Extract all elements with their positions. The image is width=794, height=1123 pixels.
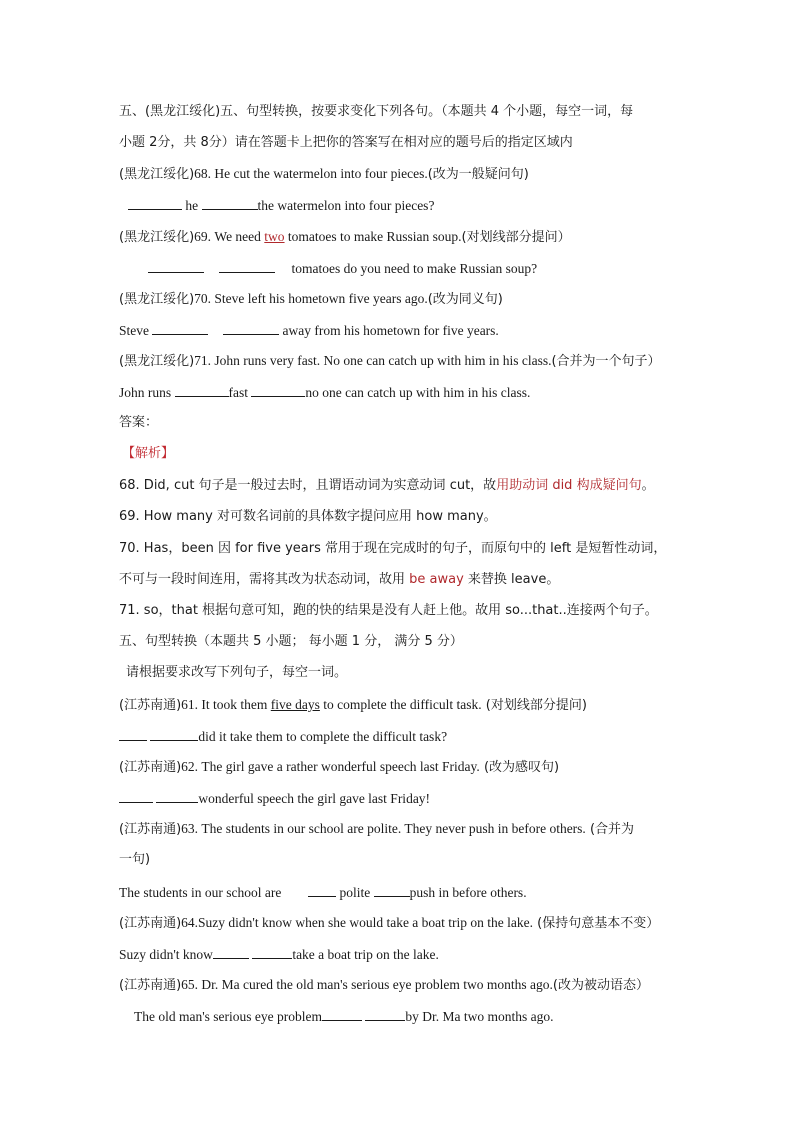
answer-text: no one can catch up with him in his class. (305, 385, 531, 400)
question-requirement: (合并为一个句子） (551, 354, 661, 369)
answer-text: did it take them to complete the difficult task? (198, 729, 448, 744)
answer-text: The students in our school are (119, 885, 282, 900)
answer-text: The old man's serious eye problem (134, 1009, 323, 1024)
answer-text: take a boat trip on the lake. (292, 947, 439, 962)
answer-line-71 (119, 383, 530, 402)
question-text-pre: 69. We need (194, 229, 265, 244)
question-61 (119, 696, 587, 715)
question-source: (江苏南通) (119, 916, 182, 931)
question-requirement: (改为被动语态） (552, 978, 649, 993)
answer-text: wonderful speech the girl gave last Friday! (198, 791, 431, 806)
question-text: 71. John runs very fast. No one can catch up with him in his class. (194, 353, 552, 368)
answer-blank[interactable] (365, 1007, 405, 1021)
question-source: (黑龙江绥化) (119, 292, 195, 307)
explanation-text: 来替换 leave。 (463, 572, 560, 587)
answer-line-69 (148, 259, 537, 278)
explanation-text: 不可与一段时间连用，需将其改为状态动词，故用 (119, 572, 410, 587)
underlined-phrase: five days (270, 697, 320, 712)
section-heading-1-cont: 小题 2分，共 8分）请在答题卡上把你的答案写在相对应的题号后的指定区域内 (119, 135, 573, 150)
answer-text: John runs (119, 385, 172, 400)
section-heading-1: 五、(黑龙江绥化)五、句型转换，按要求变化下列各句。（本题共 4 个小题，每空一词，每 (119, 104, 634, 119)
question-70 (119, 290, 503, 309)
question-requirement: (对划线部分提问) (481, 698, 587, 713)
explanation-highlight: be away (409, 572, 464, 587)
answer-blank[interactable] (156, 789, 198, 803)
question-source: (江苏南通) (119, 698, 182, 713)
question-requirement: (改为同义句) (427, 292, 503, 307)
question-text: 63. The students in our school are polite. They never push in before others. (181, 821, 586, 836)
answer-blank[interactable] (119, 727, 147, 741)
explanation-highlight: 用助动词 did 构成疑问句 (496, 478, 642, 493)
answer-text: fast (228, 385, 249, 400)
answer-blank[interactable] (175, 383, 229, 397)
answer-text: by Dr. Ma two months ago. (405, 1009, 554, 1024)
underlined-word: two (264, 229, 285, 244)
answer-text: Steve (119, 323, 149, 338)
answer-blank[interactable] (308, 883, 336, 897)
answer-text: away from his hometown for five years. (282, 323, 499, 338)
answer-blank[interactable] (128, 196, 182, 210)
question-text-post: to complete the difficult task. (319, 697, 482, 712)
answer-line-65 (134, 1007, 554, 1026)
answer-line-64 (119, 945, 439, 964)
question-requirement: (保持句意基本不变） (533, 916, 660, 931)
question-text: 70. Steve left his hometown five years ago. (194, 291, 428, 306)
answer-blank[interactable] (251, 383, 305, 397)
answer-blank[interactable] (150, 727, 198, 741)
question-requirement: (合并为 (585, 822, 635, 837)
answer-line-68 (128, 196, 434, 215)
question-requirement: (改为一般疑问句) (427, 167, 529, 182)
answer-text: Suzy didn't know (119, 947, 213, 962)
answer-line-70 (119, 321, 499, 340)
answer-text: the watermelon into four pieces? (257, 198, 435, 213)
answer-line-63 (119, 883, 527, 902)
question-69 (119, 228, 571, 247)
question-requirement: (改为感叹句) (479, 760, 560, 775)
answer-text: tomatoes do you need to make Russian soup? (291, 261, 538, 276)
explanation-71: 71. so，that 根据句意可知，跑的快的结果是没有人赶上他。故用 so...that..连接两个句子。 (119, 603, 658, 618)
question-source: (黑龙江绥化) (119, 167, 195, 182)
answer-blank[interactable] (148, 259, 204, 273)
answer-blank[interactable] (252, 945, 292, 959)
question-65 (119, 976, 649, 995)
question-text: 64.Suzy didn't know when she would take a boat trip on the lake. (181, 915, 534, 930)
question-source: (江苏南通) (119, 978, 182, 993)
question-source: (黑龙江绥化) (119, 354, 195, 369)
answer-line-61 (119, 727, 447, 746)
explanation-text: 。 (641, 478, 655, 493)
question-71 (119, 352, 661, 371)
question-63 (119, 820, 634, 839)
question-text: 62. The girl gave a rather wonderful speech last Friday. (181, 759, 480, 774)
answer-text: he (185, 198, 199, 213)
answer-text: polite (339, 885, 371, 900)
explanation-68 (119, 477, 655, 495)
answer-line-62 (119, 789, 430, 808)
question-requirement: (对划线部分提问） (461, 230, 571, 245)
answer-blank[interactable] (223, 321, 279, 335)
explanation-text: 68. Did, cut 句子是一般过去时，且谓语动词为实意动词 cut，故 (119, 478, 497, 493)
question-source: (黑龙江绥化) (119, 230, 195, 245)
explanation-69: 69. How many 对可数名词前的具体数字提问应用 how many。 (119, 509, 497, 524)
answer-text: push in before others. (409, 885, 527, 900)
answer-blank[interactable] (322, 1007, 362, 1021)
question-source: (江苏南通) (119, 822, 182, 837)
question-source: (江苏南通) (119, 760, 182, 775)
answer-blank[interactable] (202, 196, 258, 210)
question-64 (119, 914, 659, 933)
explanation-70-cont (119, 571, 559, 589)
explanation-70: 70. Has，been 因 for five years 常用于现在完成时的句子，而原句中的 left 是短暂性动词， (119, 541, 667, 556)
answer-blank[interactable] (374, 883, 410, 897)
answer-blank[interactable] (219, 259, 275, 273)
answer-blank[interactable] (213, 945, 249, 959)
answer-blank[interactable] (152, 321, 208, 335)
answer-label: 答案： (119, 415, 159, 430)
question-63-req-cont: 一句) (119, 852, 151, 867)
answer-blank[interactable] (119, 789, 153, 803)
section-instruction-2: 请根据要求改写下列句子，每空一词。 (126, 665, 348, 680)
question-62 (119, 758, 559, 777)
section-heading-2: 五、句型转换（本题共 5 小题； 每小题 1 分， 满分 5 分） (119, 634, 463, 649)
question-68 (119, 165, 529, 184)
analysis-label: 【解析】 (122, 446, 175, 461)
question-text: 65. Dr. Ma cured the old man's serious eye problem two months ago. (181, 977, 553, 992)
question-text: 68. He cut the watermelon into four pieces. (194, 166, 428, 181)
question-text-post: tomatoes to make Russian soup. (284, 229, 462, 244)
question-text-pre: 61. It took them (181, 697, 271, 712)
